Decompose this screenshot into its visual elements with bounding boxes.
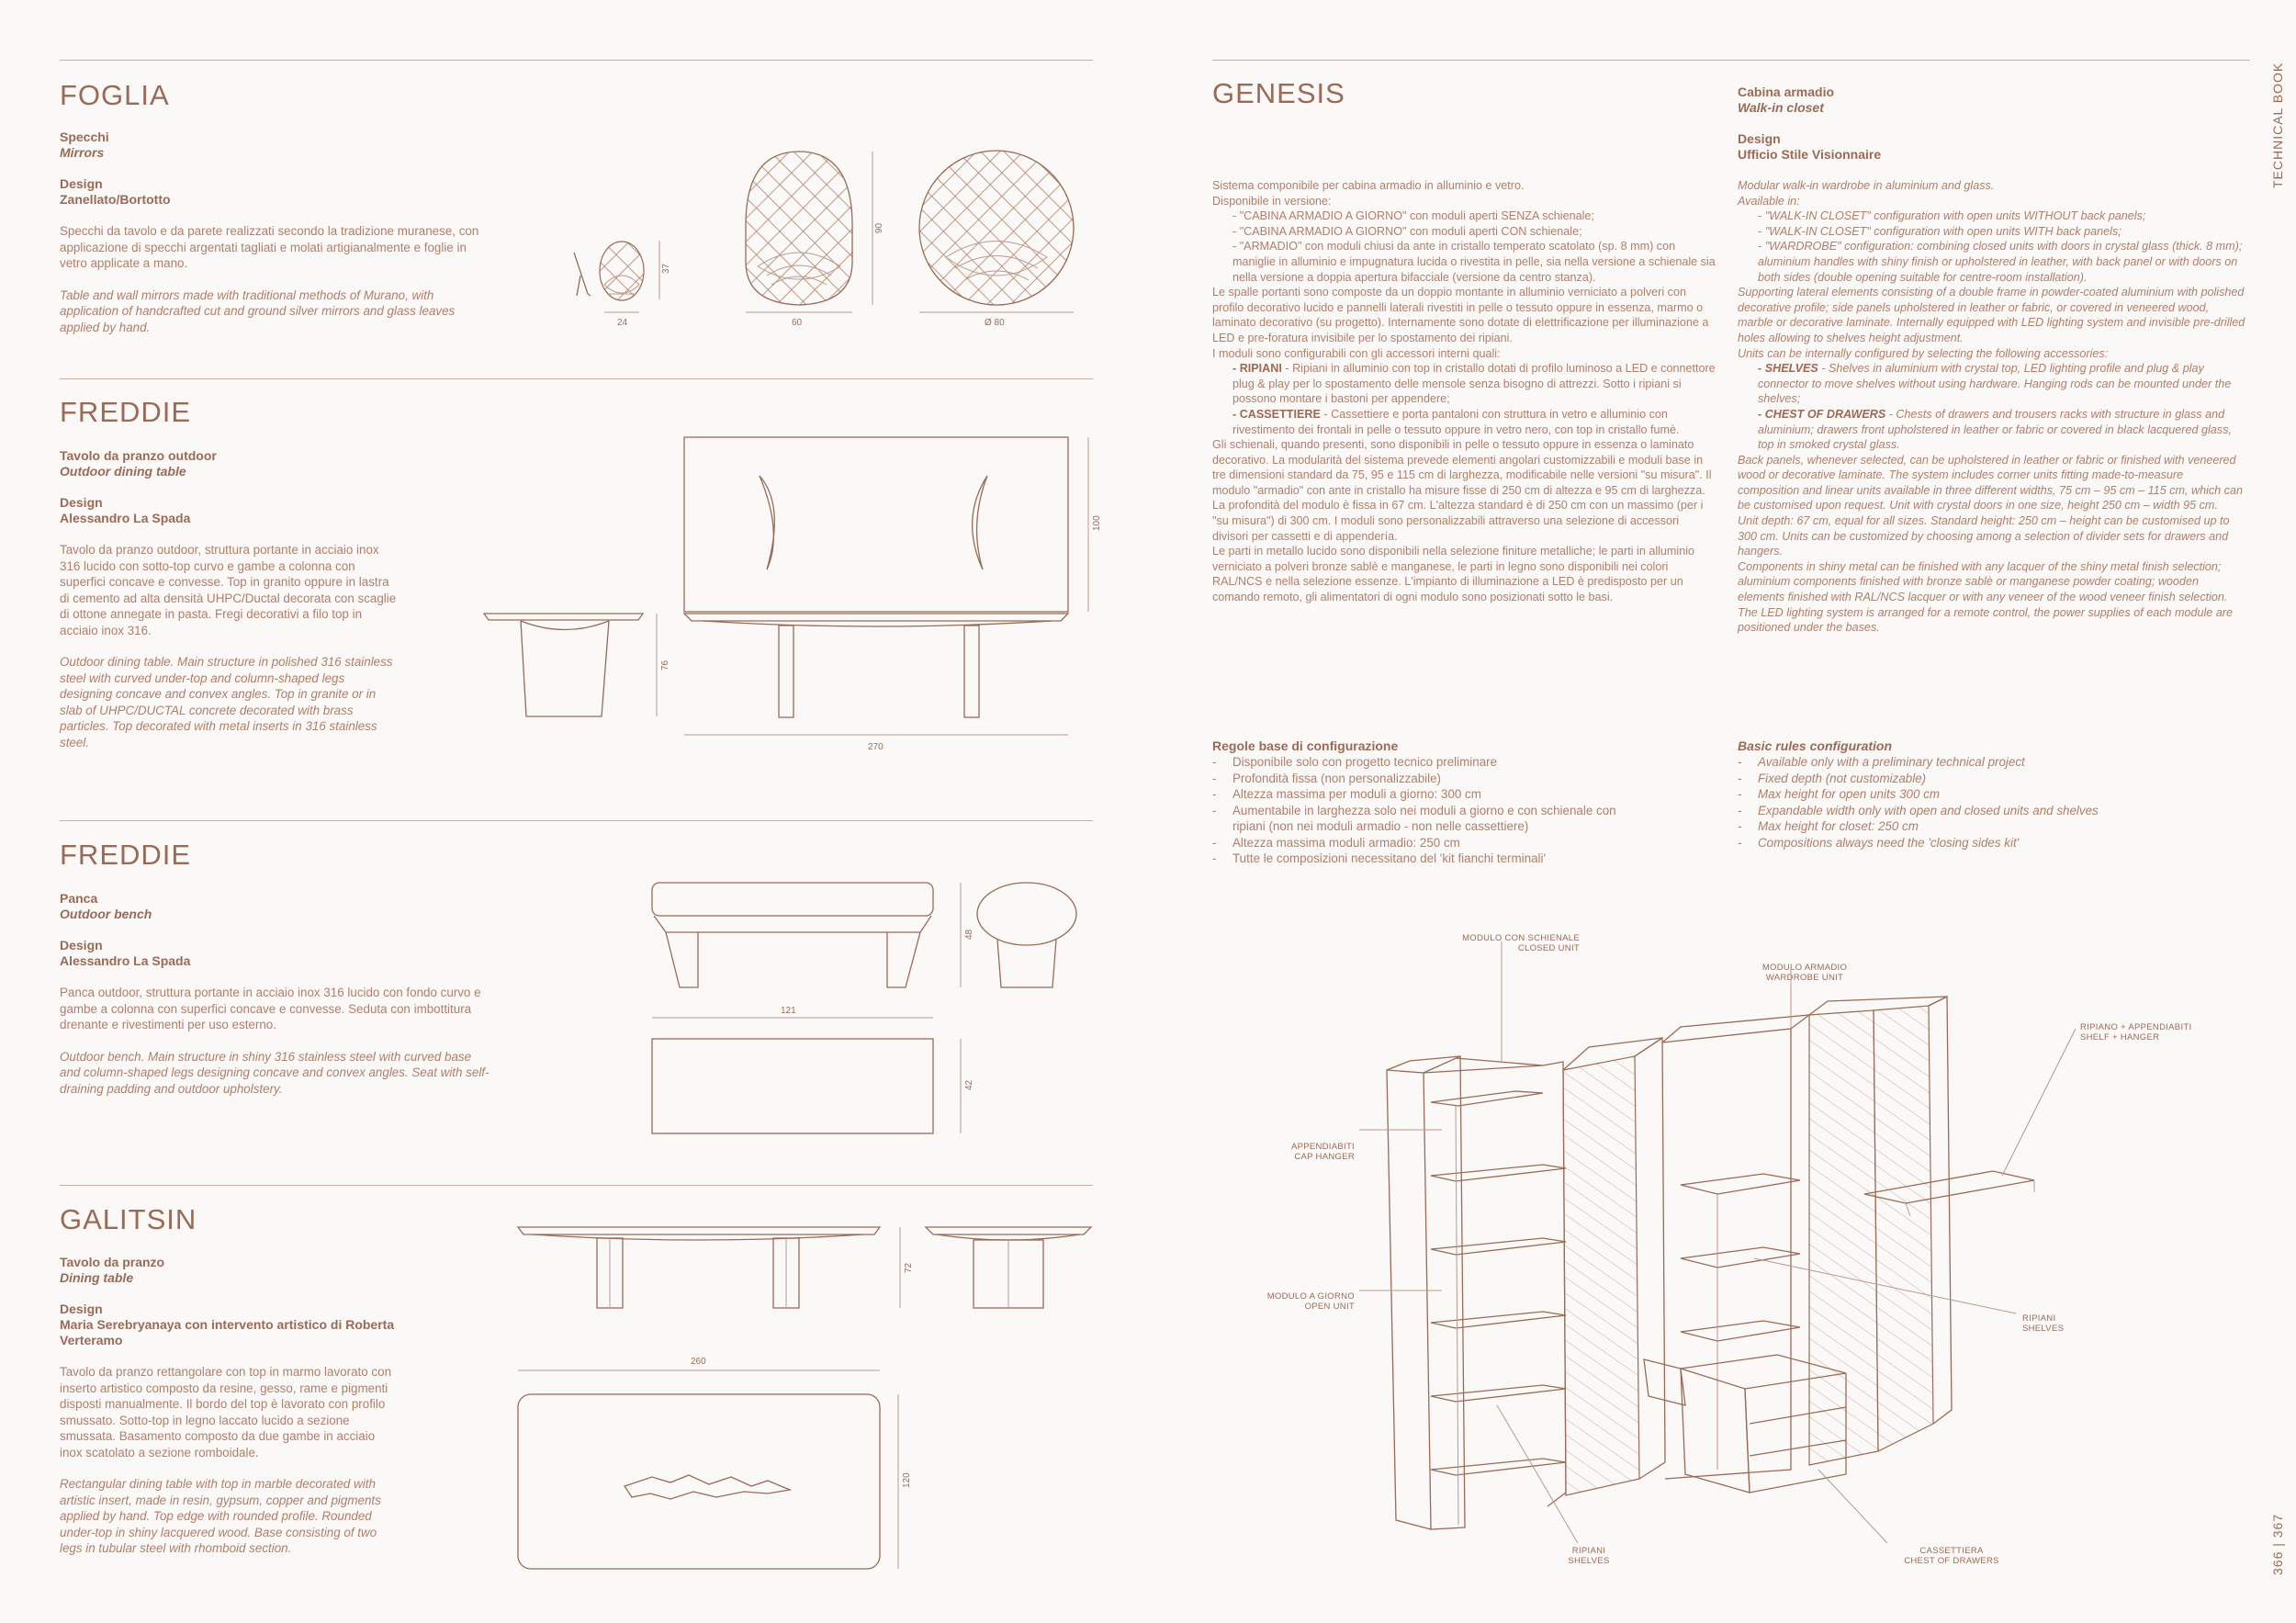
galitsin-title: GALITSIN <box>60 1203 197 1235</box>
freddie-bench-title: FREDDIE <box>60 839 192 871</box>
callout-shelves-bottom: RIPIANI SHELVES <box>1568 1546 1610 1566</box>
product-type: Panca <box>60 891 98 906</box>
galitsin-text <box>60 1255 400 1557</box>
callout-shelf-hanger: RIPIANO + APPENDIABITI SHELF + HANGER <box>2080 1022 2192 1043</box>
callout-closed-unit: MODULO CON SCHIENALE CLOSED UNIT <box>1462 933 1580 953</box>
designer: Alessandro La Spada <box>60 953 191 968</box>
table-side-view <box>926 1227 1091 1308</box>
foglia-text <box>60 130 482 335</box>
table-top-view <box>684 437 1068 612</box>
product-type: Tavolo da pranzo outdoor <box>60 448 217 463</box>
product-type: Tavolo da pranzo <box>60 1255 165 1269</box>
designer: Alessandro La Spada <box>60 511 191 525</box>
design-label: Design <box>60 1302 103 1316</box>
oval-mirror-front-view <box>746 152 852 305</box>
callout-open-unit: MODULO A GIORNO OPEN UNIT <box>1266 1291 1355 1312</box>
dim-height: 76 <box>660 659 670 671</box>
table-side-view <box>484 614 643 716</box>
freddie-bench-text <box>60 891 491 1097</box>
description-en: Table and wall mirrors made with traditional methods of Murano, with application of handcrafted cut and ground silver mirrors and glass leaves applied by hand. <box>60 287 456 334</box>
callout-shelves-right: RIPIANI SHELVES <box>2022 1313 2065 1334</box>
design-label: Design <box>60 495 103 510</box>
table-front-view <box>684 614 1068 717</box>
product-type-en: Outdoor bench <box>60 907 152 921</box>
table-top-view <box>518 1394 880 1569</box>
genesis-title: GENESIS <box>1212 77 1345 109</box>
description-it: Specchi da tavolo e da parete realizzati secondo la tradizione muranese, con applicazione di specchi argentati tagliati e molati artigianalmente e foglie in vetro applicate a mano. <box>60 224 479 270</box>
bench-front-view <box>652 883 933 987</box>
dim-length: 121 <box>781 1006 796 1016</box>
small-mirror-side-view <box>574 253 591 296</box>
description-en: Rectangular dining table with top in marble decorated with artistic insert, made in resin, gypsum, copper and pigments applied by hand. Top edge with rounded profile. Rounded under-top in shiny lacquered wood. Base consisting of two legs in tubular steel with rhomboid section. <box>60 1477 381 1555</box>
designer: Maria Serebryanaya con intervento artistico di Roberta Verteramo <box>60 1317 395 1347</box>
rules-en: Basic rules configuration - Available only with a preliminary technical project - Fixed depth (not customizable) - Max height for open units 300 cm - Expandable width only with open and closed units and shelves - Max height for closet: 250 cm - Compositions always need the 'closing sides kit' <box>1738 738 2252 851</box>
designer: Ufficio Stile Visionnaire <box>1738 147 1882 162</box>
genesis-walk-in-closet-drawing <box>1359 992 2057 1543</box>
small-mirror-front-view <box>600 242 644 300</box>
dim-depth: 100 <box>1092 515 1102 531</box>
design-label: Design <box>60 938 103 952</box>
dim-round-diameter: Ø 80 <box>985 318 1005 328</box>
shelf-set <box>1431 1091 1566 1525</box>
freddie-table-drawing <box>482 432 1116 762</box>
product-type-en: Dining table <box>60 1270 134 1285</box>
section-divider <box>60 820 1093 821</box>
callout-wardrobe-unit: MODULO ARMADIO WARDROBE UNIT <box>1761 963 1848 983</box>
genesis-description-it: Sistema componibile per cabina armadio in alluminio e vetro. Disponibile in versione: - "CABINA ARMADIO A GIORNO" con moduli aperti SENZA schienale; - "CABINA ARMADIO A GIORNO" con moduli aperti CON schienale; - "ARMADIO" con moduli chiusi da ante in cristallo temperato scatolato (sp. 8 mm) con maniglie in alluminio e impugnatura lucida o rivestita in pelle, sia nella versione a schienale sia nella versione a doppia apertura bifacciale (versione da centro stanza). Le spalle portanti sono composte da un doppio montante in alluminio verniciato a polveri con profilo decorativo lucido e pannelli laterali rivestiti in pelle o tessuto oppure in essenza, marmo o laminato decorativo (su progetto). Internamente sono dotate di elettrificazione per illuminazione a LED e pre-foratura invisibile per lo spostamento dei ripiani. I moduli sono configurabili con gli accessori interni quali: - RIPIANI - Ripiani in alluminio con top in cristallo dotati di profilo luminoso a LED e connettore plug & play per lo spostamento delle mensole senza bisogno di attrezzi. Sotto i ripiani si possono montare i bastoni per appendere; - CASSETTIERE - Cassettiere e porta pantaloni con struttura in vetro e alluminio con rivestimento dei frontali in pelle o tessuto oppure in vetro nero, con top in cristallo fumè. Gli schienali, quando presenti, sono disponibili in pelle o tessuto oppure in essenza o laminato decorativo. La modularità del sistema prevede elementi angolari customizzabili e moduli base in tre dimensioni standard da 75, 95 e 115 cm di larghezza, modificabile nelle versioni "su misura". Il modulo "armadio" con ante in cristallo ha misure fisse di 250 cm di altezza e 95 cm di larghezza. La profondità del modulo è fissa in 67 cm. L'altezza standard è di 250 cm con un massimo (per i "su misura") di 300 cm. I moduli sono personalizzabili attraverso una selezione di accessori divisori per cassetti e di appendería. Le parti in metallo lucido sono disponibili nella selezione finiture metalliche; le parti in alluminio verniciato a polveri bronze sablè e manganese, le parti in legno sono disponibili nei colori RAL/NCS e nella selezione essenze. L'impianto di illuminazione a LED è predisposto per un comando remoto, gli alimentatori di ogni modulo sono posizionati sotto le basi. <box>1212 179 1716 604</box>
description-it: Tavolo da pranzo outdoor, struttura portante in acciaio inox 316 lucido con sotto-top curvo e gambe a colonna con superfici concave e convesse. Top in granito oppure in lastra di cemento ad alta densità UHPC/Ductal decorata con scaglie di ottone annegate in pasta. Fregi decorativi a filo top in acciaio inox 316. <box>60 543 397 637</box>
bench-side-view <box>977 883 1076 987</box>
round-mirror-front-view <box>919 151 1074 305</box>
freddie-bench-drawing <box>643 877 1102 1144</box>
freddie-table-text <box>60 448 400 750</box>
rules-it: Regole base di configurazione - Disponibile solo con progetto tecnico preliminare - Profondità fissa (non personalizzabile) - Altezza massima per moduli a giorno: 300 cm - Aumentabile in larghezza solo nei moduli a giorno e con schienale con ripiani (non nei moduli armadio - non nelle cassettiere) - Altezza massima moduli armadio: 250 cm - Tutte le composizioni necessitano del 'kit fianchi terminali' <box>1212 738 1727 867</box>
technical-book-label: TECHNICAL BOOK <box>2270 62 2285 188</box>
section-divider <box>60 60 1093 61</box>
section-divider <box>1212 60 2250 61</box>
open-unit <box>1387 1056 1566 1529</box>
dim-length: 260 <box>691 1357 706 1367</box>
wardrobe-unit <box>1662 997 1952 1479</box>
foglia-title: FOGLIA <box>60 79 170 111</box>
dim-oval-width: 60 <box>792 318 803 328</box>
freddie-table-title: FREDDIE <box>60 396 192 428</box>
dim-length: 270 <box>868 742 884 752</box>
dim-depth: 120 <box>902 1472 912 1488</box>
designer: Zanellato/Bortotto <box>60 192 171 207</box>
description-en: Outdoor dining table. Main structure in polished 316 stainless steel with curved under-top and column-shaped legs designing concave and convex angles. Top in granite or in slab of UHPC/DUCTAL concrete decorated with brass particles. Top decorated with metal inserts in 316 stainless steel. <box>60 655 393 750</box>
dim-depth: 42 <box>964 1079 974 1090</box>
dim-height: 72 <box>904 1262 914 1273</box>
table-front-view <box>518 1227 880 1308</box>
design-label: Design <box>60 176 103 191</box>
dim-oval-height: 90 <box>874 222 884 233</box>
genesis-description-en: Modular walk-in wardrobe in aluminium and glass. Available in: - "WALK-IN CLOSET" configuration with open units WITHOUT back panels; - "WALK-IN CLOSET" configuration with open units WITH back panels; - "WARDROBE" configuration: combining closed units with doors in crystal glass (thick. 8 mm); aluminium handles with shiny finish or upholstered in leather, with back panel or with doors on both sides (double opening suitable for centre-room installation). Supporting lateral elements consisting of a double frame in powder-coated aluminium with polished decorative profile; side panels upholstered in leather or fabric, or covered in veneered wood, marble or decorative laminate. Internally equipped with LED lighting system and invisible pre-drilled holes allowing to shelves height adjustment. Units can be internally configured by selecting the following accessories: - SHELVES - Shelves in aluminium with crystal top, LED lighting profile and plug & play connector to move shelves without using hardware. Hanging rods can be mounted under the shelves; - CHEST OF DRAWERS - Chests of drawers and trousers racks with structure in glass and aluminium; drawers front upholstered in leather or fabric or covered in black lacquered glass, top in smoked crystal glass. Back panels, whenever selected, can be upholstered in leather or fabric or finished with veneered wood or decorative laminate. The system includes corner units fitting made-to-measure composition and linear units available in three different widths, 75 cm – 95 cm – 115 cm, which can be customised upon request. Unit with crystal doors in one size, height 250 cm – width 95 cm. Unit depth: 67 cm, equal for all sizes. Standard height: 250 cm – height can be customised up to 300 cm. Units can be customized by choosing among a selection of divider sets for drawers and hangers. Components in shiny metal can be finished with any lacquer of the shiny metal finish selection; aluminium components finished with bronze sablè or manganese powder coating; wooden elements finished with RAL/NCS lacquer or with any veneer of the wood veneer finish selection. The LED lighting system is arranged for a remote control, the power supplies of each module are positioned under the bases. <box>1738 179 2245 635</box>
section-divider <box>60 1185 1093 1186</box>
genesis-header <box>1738 85 2013 163</box>
description-it: Panca outdoor, struttura portante in acciaio inox 316 lucido con fondo curvo e gambe a colonna con superfici concave e convesse. Seduta con imbottitura drenante e rivestimenti per uso esterno. <box>60 986 481 1031</box>
description-en: Outdoor bench. Main structure in shiny 316 stainless steel with curved base and column-shaped legs designing concave and convex angles. Seat with self-draining padding and outdoor upholstery. <box>60 1049 490 1096</box>
product-type: Cabina armadio <box>1738 85 1835 99</box>
galitsin-drawing <box>514 1222 1102 1575</box>
product-type-en: Mirrors <box>60 145 105 160</box>
foglia-drawing <box>569 138 1120 340</box>
dim-small-height: 37 <box>661 263 671 274</box>
dim-height: 48 <box>964 929 974 940</box>
callout-chest-of-drawers: CASSETTIERA CHEST OF DRAWERS <box>1904 1546 1999 1566</box>
bench-top-view <box>652 1039 933 1133</box>
section-divider <box>60 378 1093 379</box>
closed-unit <box>1563 1038 1665 1495</box>
product-type: Specchi <box>60 130 109 144</box>
dim-small-width: 24 <box>617 318 628 328</box>
design-label: Design <box>1738 131 1781 146</box>
page-numbers: 366 | 367 <box>2270 1513 2285 1575</box>
product-type-en: Outdoor dining table <box>60 464 186 479</box>
callout-cap-hanger: APPENDIABITI CAP HANGER <box>1290 1142 1355 1162</box>
description-it: Tavolo da pranzo rettangolare con top in marmo lavorato con inserto artistico composto da resine, gesso, rame e pigmenti disposti manualmente. Il bordo del top è lavorato con profilo smussato. Sotto-top in legno laccato lucido a sezione smussata. Basamento composto da due gambe in acciaio inox scatolato a sezione romboidale. <box>60 1365 392 1460</box>
product-type-en: Walk-in closet <box>1738 100 1824 115</box>
